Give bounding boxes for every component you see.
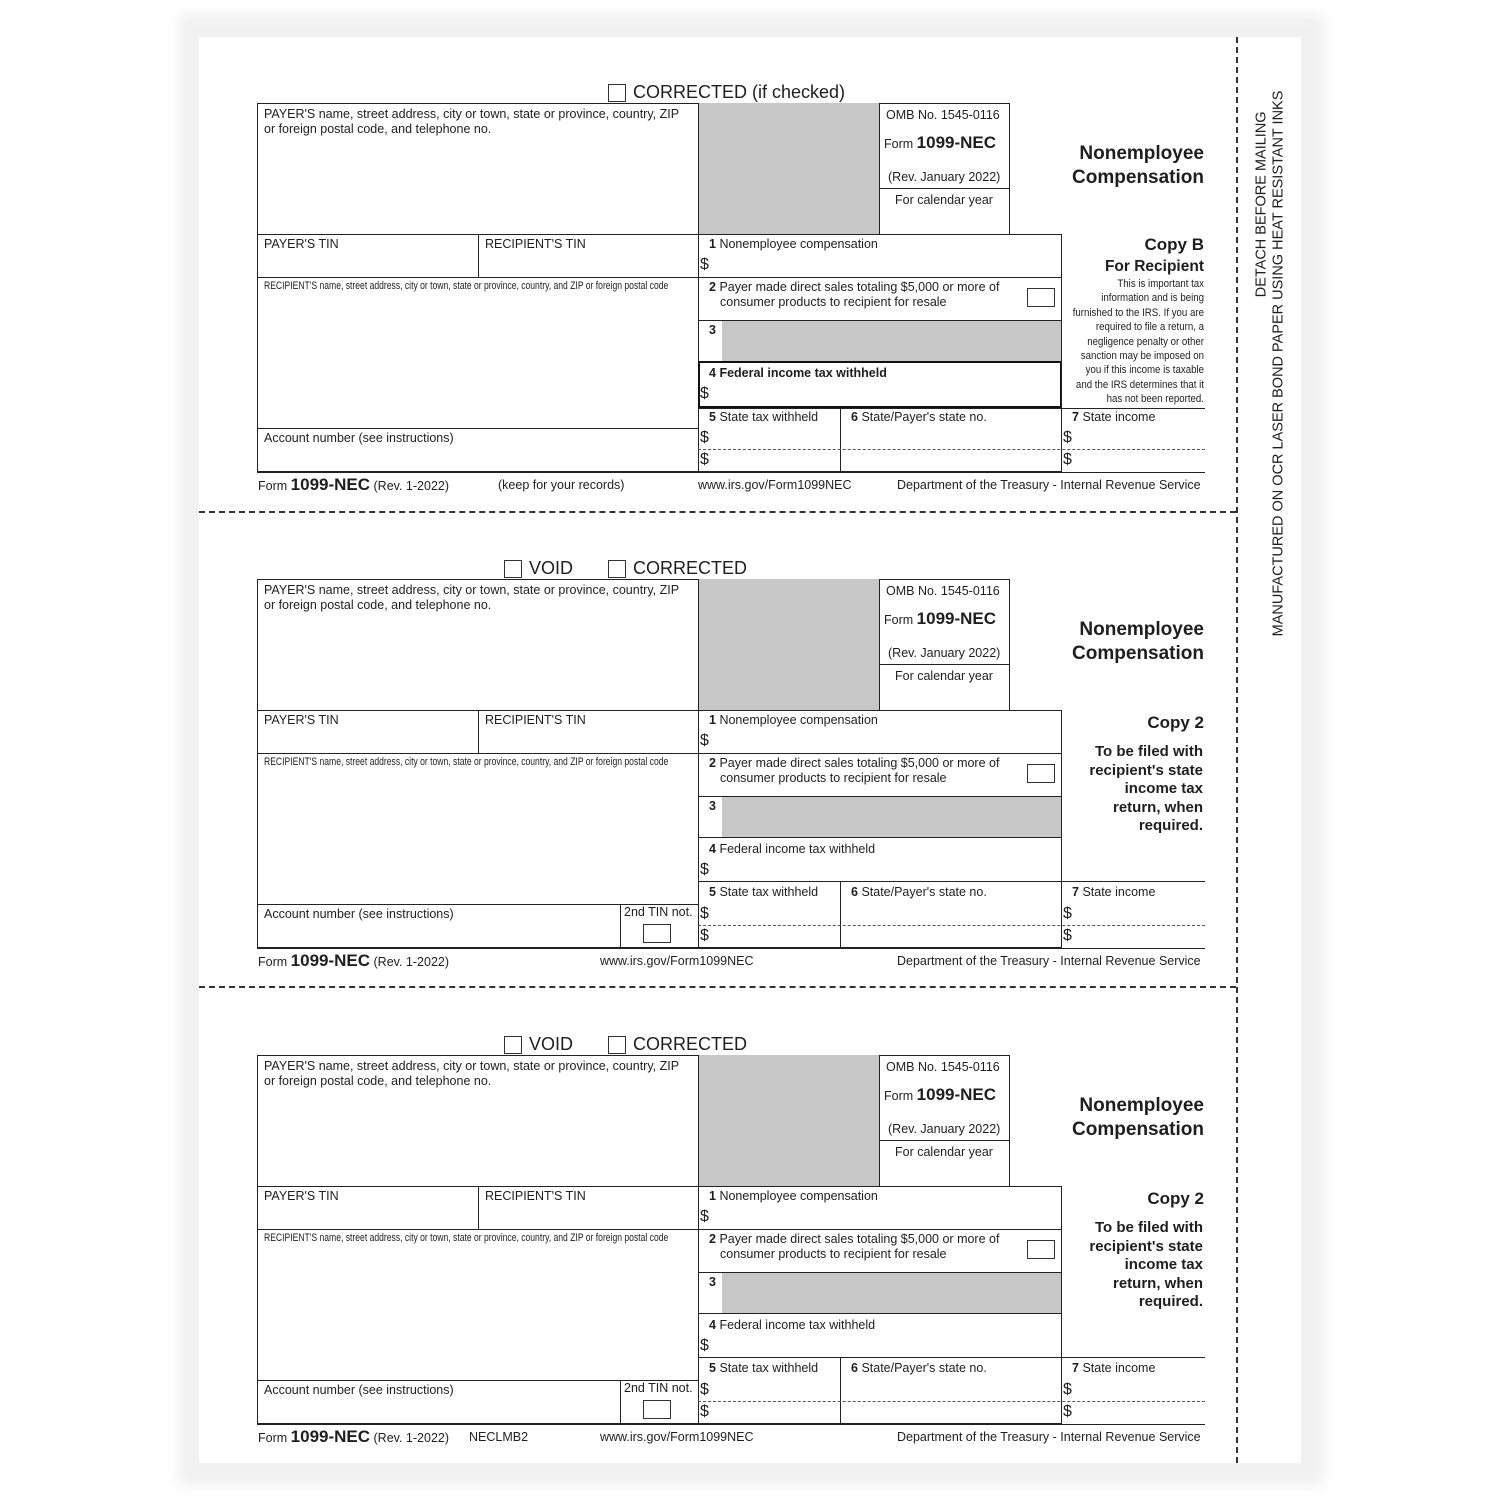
state-divider-2 [1061,1186,1062,1424]
payer-tin-label[interactable]: PAYER'S TIN [264,1189,339,1203]
box3-number: 3 [709,799,716,813]
keep-records: (keep for your records) [498,478,625,492]
box7-label: State income [1082,1361,1156,1375]
form-bottom [257,472,1205,473]
box1-dollar[interactable]: $ [700,1208,709,1225]
box5-dollar-2[interactable]: $ [700,451,709,468]
tin-not-label: 2nd TIN not. [624,1381,693,1395]
box2-checkbox[interactable] [1027,764,1055,783]
box3-bottom [698,837,1062,838]
divider [879,188,1010,189]
omb-number: OMB No. 1545-0116 [886,1060,1000,1074]
box2-label: Payer made direct sales totaling $5,000 or more of [719,756,1000,770]
box2-label-2: consumer products to recipient for resale [720,771,947,785]
calendar-year: For calendar year [895,193,993,207]
state-divider-1 [840,408,841,472]
tin-divider [478,1186,479,1229]
shaded-area [699,579,879,711]
box4-label: Federal income tax withheld [719,1318,876,1332]
box3-shaded [722,1273,1061,1313]
box7-dollar-1[interactable]: $ [1063,1381,1072,1398]
box2-label: Payer made direct sales totaling $5,000 or more of [719,280,1000,294]
box3-shaded [722,321,1061,361]
payer-tin-label[interactable]: PAYER'S TIN [264,237,339,251]
box7-dollar-2[interactable]: $ [1063,927,1072,944]
box7-dollar-1[interactable]: $ [1063,429,1072,446]
corrected-checkbox[interactable] [608,560,626,578]
revision: (Rev. January 2022) [888,1122,1001,1136]
form-title: Nonemployee Compensation [1072,143,1204,188]
tin-bottom [257,753,699,754]
payer-name-label-2: or foreign postal code, and telephone no. [264,598,492,612]
shaded-area [699,103,879,235]
tin-not-label: 2nd TIN not. [624,905,693,919]
detach-text: DETACH BEFORE MAILING [1253,111,1270,298]
footer-form-number: 1099-NEC [290,1427,371,1446]
box7-label: State income [1082,410,1156,424]
revision: (Rev. January 2022) [888,170,1001,184]
box6-label: State/Payer's state no. [861,410,987,424]
form-number: 1099-NEC [916,133,997,152]
irs-url[interactable]: www.irs.gov/Form1099NEC [600,954,754,968]
copy-b-form: CORRECTED (if checked) PAYER'S name, street address, city or town, state or province, country, ZIP or foreign postal code, and telephone no. OMB No. 1545-0116 Form 1099-NEC (Rev. January 2022) For calendar year Nonemployee Compensation PAYER'S TIN RECIPIENT'S TIN RECIPIENT'S name, street address, city or town, state or province, country, and ZIP or foreign postal code Account number (see instructions) 1 Nonemployee compensation $ 2 Payer made direct sales totaling $5,000 or more of consumer products to recipient for resale 3 4 Federal income tax withheld $ 5 State tax withheld 6 State/Payer's state no. 7 State income $ $ $ $ Copy B For Recipient This is important tax information and is being furnished to the IRS. If you are required to file a return, a negligence penalty or other sanction may be imposed on you if this income is taxable and the IRS determines that it has not been reported. Form 1099-NEC (Rev. 1-2022) (keep for your records) www.irs.gov/Form1099NEC Department of the Treasury - Internal Revenue Service [258,82,1204,494]
recipient-tin-label[interactable]: RECIPIENT'S TIN [485,713,586,727]
box5-label: State tax withheld [719,1361,819,1375]
manufactured-text: MANUFACTURED ON OCR LASER BOND PAPER USING HEAT RESISTANT INKS [1270,90,1287,637]
form-word: Form [884,137,914,151]
box4-label: Federal income tax withheld [719,842,876,856]
box5-dollar-1[interactable]: $ [700,429,709,446]
tin-divider [478,710,479,753]
recipient-tin-label[interactable]: RECIPIENT'S TIN [485,1189,586,1203]
corrected-label: CORRECTED [633,1034,748,1054]
shaded-area [699,1055,879,1187]
revision: (Rev. January 2022) [888,646,1001,660]
tin-bottom [257,277,699,278]
form-title: Nonemployee Compensation [1072,1095,1204,1140]
form-bottom [257,948,1205,949]
state-row-top [698,881,1205,882]
calendar-year: For calendar year [895,669,993,683]
box7-dollar-2[interactable]: $ [1063,1403,1072,1420]
state-dotted [698,925,1205,926]
copy-2-form-a: VOID CORRECTED PAYER'S name, street address, city or town, state or province, country, ZIP or foreign postal code, and telephone no. OMB No. 1545-0116 Form 1099-NEC (Rev. January 2022) For calendar year Nonemployee Compensation PAYER'S TIN RECIPIENT'S TIN RECIPIENT'S name, street address, city or town, state or province, country, and ZIP or foreign postal code Account number (see instructions) 2nd TIN not. 1 Nonemployee compensation $ 2 Payer made direct sales totaling $5,000 or more of consumer products to recipient for resale 3 4 Federal income tax withheld $ 5 State tax withheld 6 State/Payer's state no. 7 State income $ $ $ $ Copy 2 To be filed with recipient's state income tax return, when required. Form 1099-NEC (Rev. 1-2022) www.irs.gov/Form1099NEC Department of the Treasury - Internal Revenue Service [258,558,1204,970]
payer-tin-label[interactable]: PAYER'S TIN [264,713,339,727]
payer-name-label-2: or foreign postal code, and telephone no. [264,122,492,136]
copy-name: Copy B [1144,235,1204,254]
tin-not-divider [620,904,621,948]
box4-label: Federal income tax withheld [719,366,887,380]
box4-dollar[interactable]: $ [700,861,709,878]
form-code: NECLMB2 [469,1430,529,1444]
box5-dollar-1[interactable]: $ [700,1381,709,1398]
omb-number: OMB No. 1545-0116 [886,584,1000,598]
box5-dollar-1[interactable]: $ [700,905,709,922]
copy-info: To be filed with recipient's state income tax return, when required. [1089,1219,1203,1310]
footer-form-number: 1099-NEC [290,475,371,494]
box1-bottom [698,1229,1062,1230]
copy-name: Copy 2 [1147,713,1204,732]
copy-info: To be filed with recipient's state income tax return, when required. [1089,743,1203,834]
department: Department of the Treasury - Internal Revenue Service [897,1430,1201,1444]
calendar-year: For calendar year [895,1145,993,1159]
recipient-name-label[interactable]: RECIPIENT'S name, street address, city or town, state or province, country, and ZIP or foreign postal code [264,756,669,768]
tin-bottom [257,1229,699,1230]
box6-label: State/Payer's state no. [861,885,987,899]
state-row-top [698,408,1205,409]
recipient-name-label[interactable]: RECIPIENT'S name, street address, city or town, state or province, country, and ZIP or foreign postal code [264,280,669,292]
copy-2-form-b: VOID CORRECTED PAYER'S name, street address, city or town, state or province, country, ZIP or foreign postal code, and telephone no. OMB No. 1545-0116 Form 1099-NEC (Rev. January 2022) For calendar year Nonemployee Compensation PAYER'S TIN RECIPIENT'S TIN RECIPIENT'S name, street address, city or town, state or province, country, and ZIP or foreign postal code Account number (see instructions) 2nd TIN not. 1 Nonemployee compensation $ 2 Payer made direct sales totaling $5,000 or more of consumer products to recipient for resale 3 4 Federal income tax withheld $ 5 State tax withheld 6 State/Payer's state no. 7 State income $ $ $ $ Copy 2 To be filed with recipient's state income tax return, when required. Form 1099-NEC (Rev. 1-2022) NECLMB2 www.irs.gov/Form1099NEC Department of the Treasury - Internal Revenue Service [258,1034,1204,1446]
tin-divider [478,234,479,277]
state-dotted [698,449,1205,450]
form-number: 1099-NEC [916,1085,997,1104]
copy-name: Copy 2 [1147,1189,1204,1208]
department: Department of the Treasury - Internal Revenue Service [897,954,1201,968]
box3-bottom [698,1313,1062,1314]
footer-form-number: 1099-NEC [290,951,371,970]
state-divider-1 [840,1357,841,1424]
box1-dollar[interactable]: $ [700,256,709,273]
form-word: Form [884,1089,914,1103]
omb-number: OMB No. 1545-0116 [886,108,1000,122]
box2-checkbox[interactable] [1027,1240,1055,1259]
box5-label: State tax withheld [719,410,819,424]
box2-label-2: consumer products to recipient for resale [720,1247,947,1261]
payer-name-label: PAYER'S name, street address, city or town, state or province, country, ZIP [264,107,680,121]
corrected-checkbox[interactable] [608,1036,626,1054]
tin-not-divider [620,1380,621,1424]
corrected-label: CORRECTED (if checked) [633,82,846,102]
tin-not-checkbox[interactable] [643,924,671,943]
divider [879,664,1010,665]
payer-name-label: PAYER'S name, street address, city or town, state or province, country, ZIP [264,1059,680,1073]
form-word: Form [884,613,914,627]
tin-not-checkbox[interactable] [643,1400,671,1419]
recipient-tin-label[interactable]: RECIPIENT'S TIN [485,237,586,251]
box1-dollar[interactable]: $ [700,732,709,749]
box5-label: State tax withheld [719,885,819,899]
account-label[interactable]: Account number (see instructions) [264,1383,454,1397]
box7-dollar-1[interactable]: $ [1063,905,1072,922]
void-label: VOID [529,558,574,578]
payer-name-label-2: or foreign postal code, and telephone no. [264,1074,492,1088]
box5-dollar-2[interactable]: $ [700,1403,709,1420]
box1-label: Nonemployee compensation [719,1189,878,1203]
box6-label: State/Payer's state no. [861,1361,987,1375]
box5-dollar-2[interactable]: $ [700,927,709,944]
account-top [257,428,699,429]
account-label[interactable]: Account number (see instructions) [264,907,454,921]
box1-bottom [698,753,1062,754]
box7-dollar-2[interactable]: $ [1063,451,1072,468]
state-divider-1 [840,881,841,948]
box1-label: Nonemployee compensation [719,237,878,251]
void-checkbox[interactable] [504,1036,522,1054]
void-checkbox[interactable] [504,560,522,578]
box3-shaded [722,797,1061,837]
corrected-checkbox[interactable] [608,84,626,102]
box1-bottom [698,277,1062,278]
for-recipient: For Recipient [1104,258,1204,275]
box1-label: Nonemployee compensation [719,713,878,727]
box7-label: State income [1082,885,1156,899]
box4-dollar[interactable]: $ [700,1337,709,1354]
box2-label: Payer made direct sales totaling $5,000 or more of [719,1232,1000,1246]
notice-text: This is important tax information and is being furnished to the IRS. If you are required to file a return, a negligence penalty or other sanction may be imposed on you if this income is taxable and the IRS determines that it has not been reported. [1072,278,1204,406]
form-bottom [257,1424,1205,1425]
state-divider-2 [1061,710,1062,948]
department: Department of the Treasury - Internal Revenue Service [897,478,1201,492]
box4-dollar[interactable]: $ [700,385,709,402]
form-title: Nonemployee Compensation [1072,619,1204,664]
payer-name-label: PAYER'S name, street address, city or town, state or province, country, ZIP [264,583,680,597]
irs-url[interactable]: www.irs.gov/Form1099NEC [698,478,852,492]
corrected-label: CORRECTED [633,558,748,578]
box2-label-2: consumer products to recipient for resale [720,295,947,309]
form-number: 1099-NEC [916,609,997,628]
void-label: VOID [529,1034,574,1054]
recipient-name-label[interactable]: RECIPIENT'S name, street address, city or town, state or province, country, and ZIP or foreign postal code [264,1232,669,1244]
state-dotted [698,1401,1205,1402]
state-row-top [698,1357,1205,1358]
box3-number: 3 [709,1275,716,1289]
box3-number: 3 [709,323,716,337]
account-label[interactable]: Account number (see instructions) [264,431,454,445]
irs-url[interactable]: www.irs.gov/Form1099NEC [600,1430,754,1444]
divider [879,1140,1010,1141]
